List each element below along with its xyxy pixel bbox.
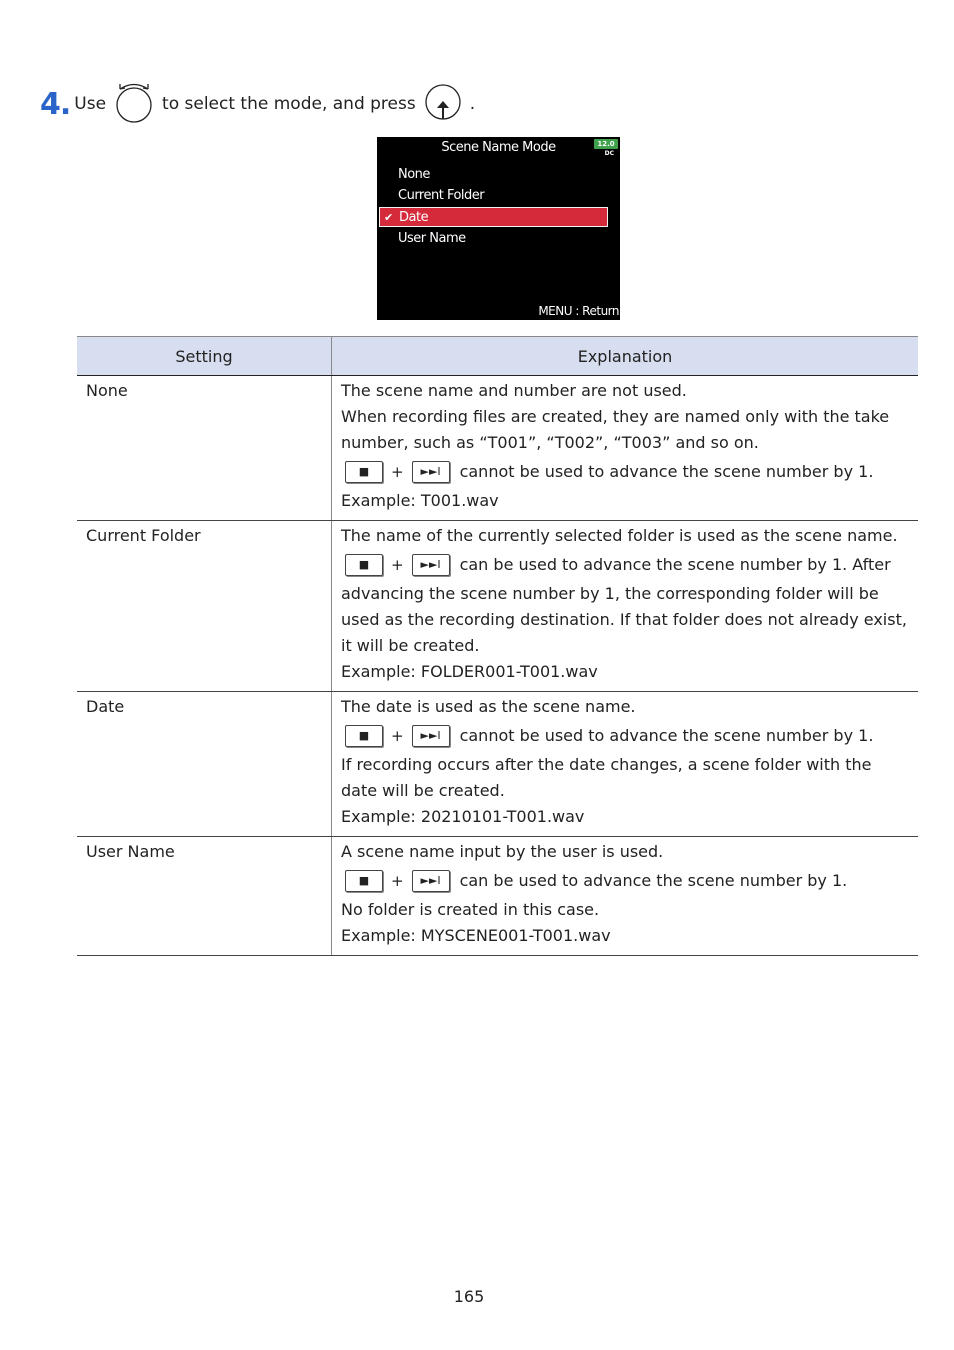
setting-cell: Date — [77, 692, 332, 837]
explanation-line: No folder is created in this case. — [341, 900, 600, 919]
step-end-text: . — [469, 94, 476, 114]
explanation-line: Example: T001.wav — [341, 491, 499, 510]
fast-forward-key-icon: ►►I — [412, 461, 450, 483]
explanation-cell — [332, 376, 919, 521]
menu-item-current-folder[interactable]: Current Folder — [398, 188, 485, 203]
setting-cell: Current Folder — [77, 521, 332, 692]
battery-source: DC — [604, 150, 614, 157]
plus-sign: + — [391, 556, 404, 574]
key-combination — [341, 720, 909, 752]
step-instruction — [40, 80, 475, 128]
key-text: can be used to advance the scene number by 1. After — [459, 555, 891, 574]
plus-sign: + — [391, 727, 404, 745]
menu-item-none[interactable]: None — [398, 167, 430, 182]
stop-key-icon: ■ — [345, 725, 383, 747]
screen-footer: MENU : Return — [538, 304, 619, 318]
step-use-text: Use — [74, 94, 107, 114]
explanation-cell — [332, 521, 919, 692]
table-header-row — [77, 337, 918, 376]
fast-forward-key-icon: ►►I — [412, 554, 450, 576]
explanation-line: When recording files are created, they are named only with the take number, such as “T001”, “T002”, “T003” and so on. — [341, 407, 890, 452]
explanation-line: advancing the scene number by 1, the corresponding folder will be used as the recording destination. If that folder does not already exist, it will be created. — [341, 584, 907, 655]
key-combination — [341, 456, 909, 488]
setting-cell: User Name — [77, 837, 332, 956]
key-combination — [341, 549, 909, 581]
table-row — [77, 692, 918, 837]
header-explanation: Explanation — [332, 337, 919, 376]
explanation-line: The scene name and number are not used. — [341, 381, 687, 400]
step-number: 4. — [40, 86, 71, 122]
setting-cell: None — [77, 376, 332, 521]
dial-icon — [114, 79, 154, 130]
explanation-cell — [332, 692, 919, 837]
stop-key-icon: ■ — [345, 554, 383, 576]
table-row — [77, 521, 918, 692]
key-text: can be used to advance the scene number by 1. — [459, 871, 848, 890]
explanation-line: Example: 20210101-T001.wav — [341, 807, 585, 826]
menu-item-label: Date — [399, 210, 429, 225]
fast-forward-key-icon: ►►I — [412, 725, 450, 747]
plus-sign: + — [391, 463, 404, 481]
stop-key-icon: ■ — [345, 461, 383, 483]
explanation-line: If recording occurs after the date changes, a scene folder with the date will be created. — [341, 755, 872, 800]
key-text: cannot be used to advance the scene number by 1. — [459, 462, 874, 481]
device-screen — [377, 137, 620, 320]
explanation-cell — [332, 837, 919, 956]
fast-forward-key-icon: ►►I — [412, 870, 450, 892]
page-number: 165 — [453, 1287, 485, 1306]
menu-item-date[interactable] — [379, 207, 608, 227]
table-row — [77, 376, 918, 521]
header-setting: Setting — [77, 337, 332, 376]
key-text: cannot be used to advance the scene number by 1. — [459, 726, 874, 745]
menu-item-user-name[interactable]: User Name — [398, 231, 466, 246]
stop-key-icon: ■ — [345, 870, 383, 892]
explanation-line: Example: FOLDER001-T001.wav — [341, 662, 598, 681]
settings-table — [77, 336, 918, 956]
battery-icon: 12.0 — [594, 139, 618, 149]
explanation-line: The name of the currently selected folder is used as the scene name. — [341, 526, 898, 545]
checkmark-icon: ✔ — [384, 211, 393, 224]
step-middle-text: to select the mode, and press — [162, 94, 416, 114]
explanation-line: Example: MYSCENE001-T001.wav — [341, 926, 611, 945]
plus-sign: + — [391, 872, 404, 890]
press-dial-icon — [424, 81, 462, 128]
table-row — [77, 837, 918, 956]
explanation-line: The date is used as the scene name. — [341, 697, 636, 716]
screen-title: Scene Name Mode — [441, 140, 556, 155]
explanation-line: A scene name input by the user is used. — [341, 842, 664, 861]
key-combination — [341, 865, 909, 897]
